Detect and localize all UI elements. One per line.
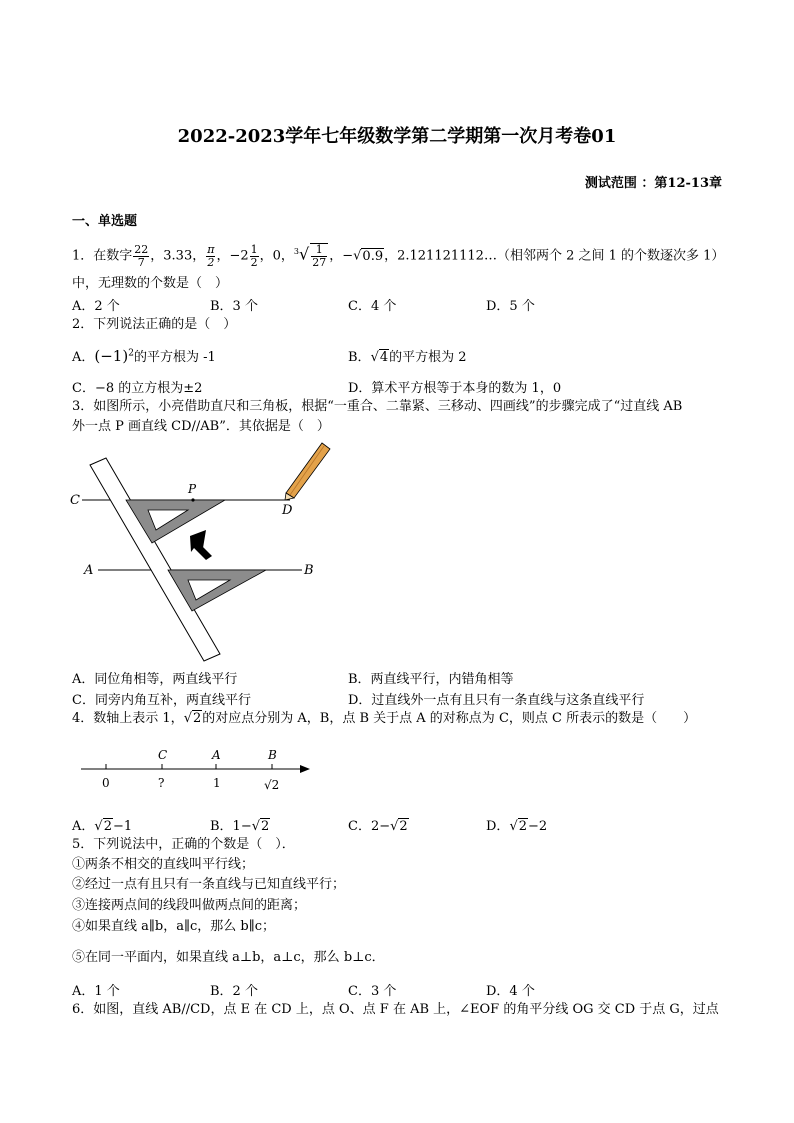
axis-label-c: C (158, 748, 168, 762)
tick-0: 0 (102, 776, 110, 790)
section-heading: 一、单选题 (72, 214, 138, 229)
q4-option-a: A．√2−1 (72, 819, 133, 834)
q5-statement-2: ②经过一点有且只有一条直线与已知直线平行； (72, 877, 346, 892)
q3-option-c: C．同旁内角互补，两直线平行 (72, 693, 251, 708)
q4-option-b: B．1−√2 (210, 819, 270, 834)
label-a: A (84, 563, 94, 578)
q5-statement-1: ①两条不相交的直线叫平行线； (72, 857, 255, 872)
q5-statement-5: ⑤在同一平面内，如果直线 a⊥b，a⊥c，那么 b⊥c． (72, 950, 385, 965)
q2-option-c: C．−8 的立方根为±2 (72, 381, 203, 396)
fraction-22-7: $\frac{22}{7}$ (134, 242, 149, 269)
q1-option-a: A．2 个 (72, 299, 120, 314)
q1-option-d: D．5 个 (486, 299, 535, 314)
q3-stem-line1: 3．如图所示，小亮借助直尺和三角板，根据“一重合、二靠紧、三移动、四画线”的步骤完成了“过直线 AB (72, 399, 683, 414)
arrow-icon (300, 765, 310, 773)
pencil-icon (286, 443, 330, 498)
q5-option-c: C．3 个 (348, 984, 397, 999)
q5-option-d: D．4 个 (486, 984, 535, 999)
label-b: B (304, 563, 314, 578)
ruler (90, 458, 220, 661)
q1-option-c: C．4 个 (348, 299, 397, 314)
q1-stem: 1．在数字 $\frac{22}{7}$ ，3.33， $\frac{\pi}{2}$ ，−2 $\frac{1}{2}$ ，0，$^3$√ $\frac{1}{27}$ ，−√0.9，2.121121112…（相邻两个 2 之间 1 的个数逐次多 1） (72, 242, 725, 269)
axis-label-b: B (268, 748, 277, 762)
q3-figure (60, 438, 350, 663)
q2-option-b: B．√4的平方根为 2 (348, 350, 467, 365)
tick-sqrt2: √2 (264, 778, 280, 792)
q4-stem: 4．数轴上表示 1，√2的对应点分别为 A，B，点 B 关于点 A 的对称点为 C，则点 C 所表示的数是（ ） (72, 711, 697, 726)
fraction-1-2: $\frac{1}{2}$ (250, 242, 258, 269)
q5-option-a: A．1 个 (72, 984, 120, 999)
tick-1: 1 (213, 776, 221, 790)
label-d: D (282, 503, 293, 518)
arrow-icon (190, 530, 212, 560)
tick-question: ? (158, 776, 165, 790)
point-p (191, 498, 194, 501)
q1-stem-line2: 中，无理数的个数是（ ） (72, 276, 229, 291)
cube-root-1-27: $\frac{1}{27}$ (312, 243, 327, 269)
q2-option-d: D．算术平方根等于本身的数为 1，0 (348, 381, 562, 396)
label-p: P (188, 482, 197, 496)
q3-option-b: B．两直线平行，内错角相等 (348, 672, 514, 687)
axis-label-a: A (212, 748, 221, 762)
q5-statement-4: ④如果直线 a∥b，a∥c，那么 b∥c； (72, 919, 275, 934)
q4-option-d: D．√2−2 (486, 819, 548, 834)
label-c: C (70, 493, 80, 508)
page-title: 2022-2023学年七年级数学第二学期第一次月考卷01 (177, 126, 617, 147)
q5-option-b: B．2 个 (210, 984, 258, 999)
fraction-pi-2: $\frac{\pi}{2}$ (207, 242, 215, 269)
q3-option-a: A．同位角相等，两直线平行 (72, 672, 238, 687)
q6-stem: 6．如图，直线 AB//CD，点 E 在 CD 上，点 O、点 F 在 AB 上，∠EOF 的角平分线 OG 交 CD 于点 G，过点 (72, 1002, 719, 1017)
q5-stem: 5．下列说法中，正确的个数是（ ）． (72, 837, 295, 852)
q3-stem-line2: 外一点 P 画直线 CD//AB”．其依据是（ ） (72, 419, 330, 434)
number-line (76, 742, 321, 797)
q5-statement-3: ③连接两点间的线段叫做两点间的距离； (72, 898, 307, 913)
q3-option-d: D．过直线外一点有且只有一条直线与这条直线平行 (348, 693, 645, 708)
test-range: 测试范围 ：第12-13章 (584, 176, 722, 191)
q1-option-b: B．3 个 (210, 299, 258, 314)
q4-option-c: C．2−√2 (348, 819, 408, 834)
q2-stem: 2．下列说法正确的是（ ） (72, 317, 237, 332)
q2-option-a: A．$(-1)^2$的平方根为 -1 (72, 347, 216, 365)
